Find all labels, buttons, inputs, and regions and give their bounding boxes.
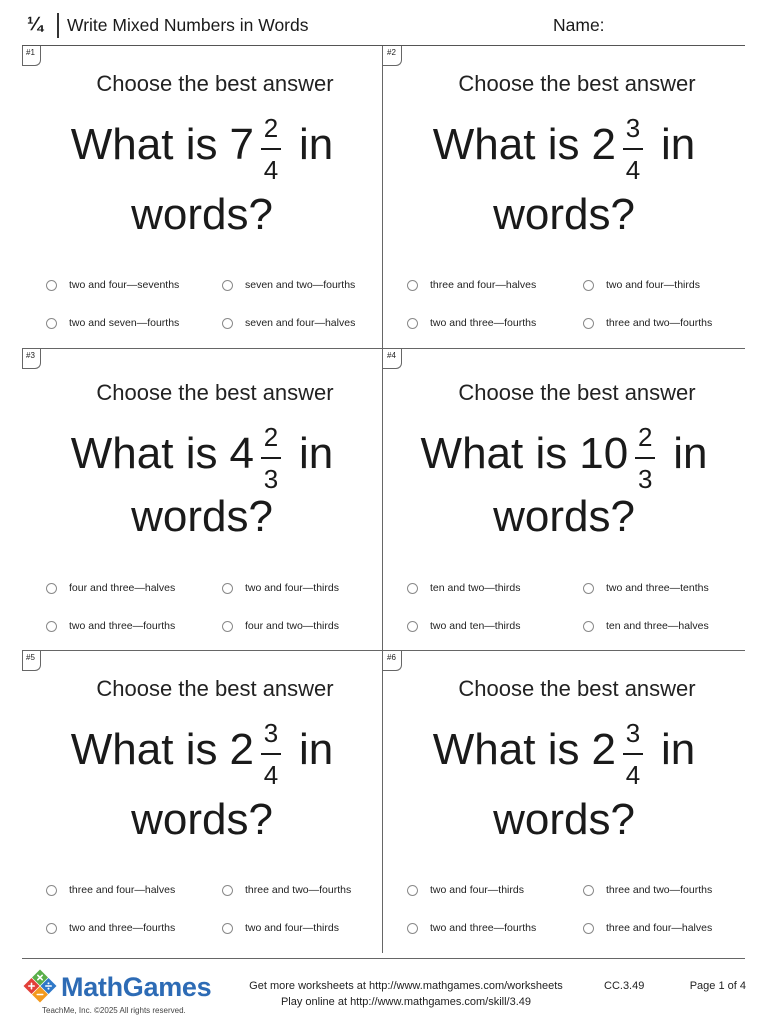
question-number-tag: #3 [22, 349, 41, 369]
answer-option-label: two and four—thirds [606, 279, 700, 291]
answer-option-label: four and two—thirds [245, 620, 339, 632]
answer-option[interactable] [407, 616, 583, 636]
answer-option-label: seven and four—halves [245, 317, 356, 329]
radio-button[interactable] [407, 923, 418, 934]
radio-button[interactable] [46, 885, 57, 896]
answer-option[interactable] [222, 578, 366, 598]
fraction-bar [261, 457, 281, 459]
footer-divider [22, 958, 745, 959]
question-card [22, 349, 383, 651]
question-end: words? [131, 795, 273, 844]
answer-option-label: two and three—tenths [606, 582, 709, 594]
answer-option-label: two and three—fourths [430, 922, 537, 934]
answer-option-label: two and three—fourths [69, 922, 176, 934]
mixed-number-fraction [261, 717, 281, 791]
question-text [22, 108, 382, 185]
answer-option-label: two and four—sevenths [69, 279, 180, 291]
mixed-number-whole: 10 [579, 429, 629, 478]
answer-option-label: two and four—thirds [245, 582, 339, 594]
answer-options [46, 880, 366, 938]
mixed-number-whole: 7 [229, 120, 254, 169]
fraction-denominator: 4 [625, 155, 641, 185]
question-number-tag: #4 [383, 349, 402, 369]
question-text [22, 713, 382, 790]
answer-option[interactable] [583, 578, 727, 598]
radio-button[interactable] [583, 280, 594, 291]
radio-button[interactable] [407, 583, 418, 594]
question-text [22, 417, 382, 494]
question-prompt: Choose the best answer [458, 676, 696, 701]
question-prompt: Choose the best answer [96, 676, 334, 701]
question-trail: in [660, 725, 696, 774]
answer-option[interactable] [583, 275, 727, 295]
answer-option-label: three and two—fourths [606, 317, 713, 329]
radio-button[interactable] [46, 280, 57, 291]
mixed-number-fraction [623, 717, 643, 791]
fraction-numerator: 2 [637, 422, 653, 452]
question-card [22, 651, 383, 953]
radio-button[interactable] [46, 583, 57, 594]
question-lead: What is [420, 429, 568, 478]
answer-option[interactable] [407, 578, 583, 598]
play-online-line [226, 994, 586, 1010]
fraction-numerator: 2 [263, 113, 279, 143]
answer-option[interactable] [222, 880, 366, 900]
answer-options [46, 578, 366, 636]
question-trail: in [298, 429, 334, 478]
radio-button[interactable] [222, 923, 233, 934]
answer-option-label: two and three—fourths [430, 317, 537, 329]
fraction-denominator: 4 [263, 155, 279, 185]
radio-button[interactable] [222, 318, 233, 329]
radio-button[interactable] [407, 318, 418, 329]
copyright-text: TeachMe, Inc. ©2025 All rights reserved. [42, 1006, 186, 1015]
answer-option[interactable] [46, 616, 222, 636]
answer-option-label: two and three—fourths [69, 620, 176, 632]
question-prompt: Choose the best answer [96, 380, 334, 405]
answer-option-label: three and two—fourths [606, 884, 713, 896]
mixed-number-whole: 2 [591, 725, 616, 774]
page-number: Page 1 of 4 [689, 980, 746, 992]
answer-option[interactable] [583, 616, 727, 636]
answer-option-label: three and two—fourths [245, 884, 352, 896]
answer-option[interactable] [46, 313, 222, 333]
answer-option[interactable] [407, 880, 583, 900]
question-number-tag: #2 [383, 46, 402, 66]
answer-option-label: two and four—thirds [245, 922, 339, 934]
radio-button[interactable] [222, 621, 233, 632]
fraction-icon: ¼ [27, 14, 43, 35]
question-lead: What is [70, 429, 218, 478]
radio-button[interactable] [222, 885, 233, 896]
fraction-denominator: 3 [637, 464, 653, 494]
question-end: words? [493, 492, 635, 541]
mixed-number-fraction [623, 112, 643, 186]
answer-options [407, 275, 727, 333]
radio-button[interactable] [46, 621, 57, 632]
more-worksheets-link[interactable]: http://www.mathgames.com/worksheets [369, 980, 563, 992]
answer-option[interactable] [407, 918, 583, 938]
answer-option-label: ten and two—thirds [430, 582, 521, 594]
answer-option[interactable] [46, 918, 222, 938]
question-end: words? [131, 492, 273, 541]
radio-button[interactable] [222, 280, 233, 291]
name-label: Name: [553, 15, 605, 35]
answer-option-label: three and four—halves [430, 279, 537, 291]
answer-option[interactable] [46, 275, 222, 295]
radio-button[interactable] [407, 621, 418, 632]
play-online-text: Play online at [280, 996, 347, 1008]
answer-option[interactable] [222, 275, 366, 295]
question-prompt: Choose the best answer [96, 71, 334, 96]
question-card [383, 651, 745, 953]
header-divider [57, 13, 59, 38]
answer-option[interactable] [46, 880, 222, 900]
question-prompt: Choose the best answer [458, 380, 696, 405]
answer-option[interactable] [222, 616, 366, 636]
question-end: words? [493, 190, 635, 239]
footer-links [226, 978, 586, 1010]
answer-options [407, 880, 727, 938]
mixed-number-fraction [261, 421, 281, 495]
answer-option-label: ten and three—halves [606, 620, 709, 632]
mathgames-logo-text: MathGames [61, 972, 212, 1002]
question-card [22, 46, 383, 349]
play-online-link[interactable]: http://www.mathgames.com/skill/3.49 [350, 996, 532, 1008]
answer-option[interactable] [583, 918, 727, 938]
question-lead: What is [70, 120, 218, 169]
answer-option[interactable] [407, 275, 583, 295]
question-trail: in [673, 429, 708, 478]
radio-button[interactable] [407, 885, 418, 896]
question-end: words? [131, 190, 273, 239]
fraction-numerator: 3 [625, 718, 641, 748]
answer-option-label: two and ten—thirds [430, 620, 521, 632]
radio-button[interactable] [583, 318, 594, 329]
answer-option-label: two and seven—fourths [69, 317, 180, 329]
mixed-number-whole: 4 [229, 429, 254, 478]
radio-button[interactable] [583, 885, 594, 896]
answer-option[interactable] [583, 313, 727, 333]
question-trail: in [298, 725, 334, 774]
question-text [383, 713, 745, 790]
question-lead: What is [432, 120, 580, 169]
question-number-tag: #5 [22, 651, 41, 671]
radio-button[interactable] [583, 923, 594, 934]
worksheet-header [22, 0, 745, 46]
radio-button[interactable] [222, 583, 233, 594]
answer-options [407, 578, 727, 636]
question-lead: What is [432, 725, 580, 774]
answer-options [46, 275, 366, 333]
mathgames-logo-icon [23, 969, 57, 1003]
fraction-bar [261, 753, 281, 755]
answer-option-label: seven and two—fourths [245, 279, 356, 291]
question-trail: in [298, 120, 334, 169]
answer-option-label: three and four—halves [69, 884, 176, 896]
question-prompt: Choose the best answer [458, 71, 696, 96]
mixed-number-whole: 2 [591, 120, 616, 169]
fraction-bar [623, 148, 643, 150]
radio-button[interactable] [583, 621, 594, 632]
radio-button[interactable] [46, 923, 57, 934]
standard-code: CC.3.49 [604, 980, 645, 992]
worksheet-title: Write Mixed Numbers in Words [67, 15, 309, 35]
answer-option[interactable] [46, 578, 222, 598]
mixed-number-fraction [635, 421, 655, 495]
question-number-tag: #1 [22, 46, 41, 66]
fraction-denominator: 3 [263, 464, 279, 494]
question-end: words? [493, 795, 635, 844]
question-card [383, 46, 745, 349]
answer-option-label: two and four—thirds [430, 884, 524, 896]
answer-option[interactable] [222, 313, 366, 333]
fraction-denominator: 4 [625, 760, 641, 790]
question-text [383, 417, 745, 494]
question-text [383, 108, 745, 185]
mixed-number-fraction [261, 112, 281, 186]
question-grid [22, 46, 745, 953]
answer-option[interactable] [583, 880, 727, 900]
fraction-denominator: 4 [263, 760, 279, 790]
question-trail: in [660, 120, 696, 169]
mixed-number-whole: 2 [229, 725, 254, 774]
fraction-numerator: 3 [263, 718, 279, 748]
question-number-tag: #6 [383, 651, 402, 671]
fraction-bar [261, 148, 281, 150]
fraction-numerator: 3 [625, 113, 641, 143]
question-lead: What is [70, 725, 218, 774]
answer-option[interactable] [407, 313, 583, 333]
answer-option[interactable] [222, 918, 366, 938]
radio-button[interactable] [407, 280, 418, 291]
more-worksheets-line [226, 978, 586, 994]
more-worksheets-text: Get more worksheets at [249, 980, 366, 992]
radio-button[interactable] [583, 583, 594, 594]
answer-option-label: three and four—halves [606, 922, 713, 934]
question-card [383, 349, 745, 651]
fraction-numerator: 2 [263, 422, 279, 452]
radio-button[interactable] [46, 318, 57, 329]
fraction-bar [635, 457, 655, 459]
fraction-bar [623, 753, 643, 755]
answer-option-label: four and three—halves [69, 582, 176, 594]
